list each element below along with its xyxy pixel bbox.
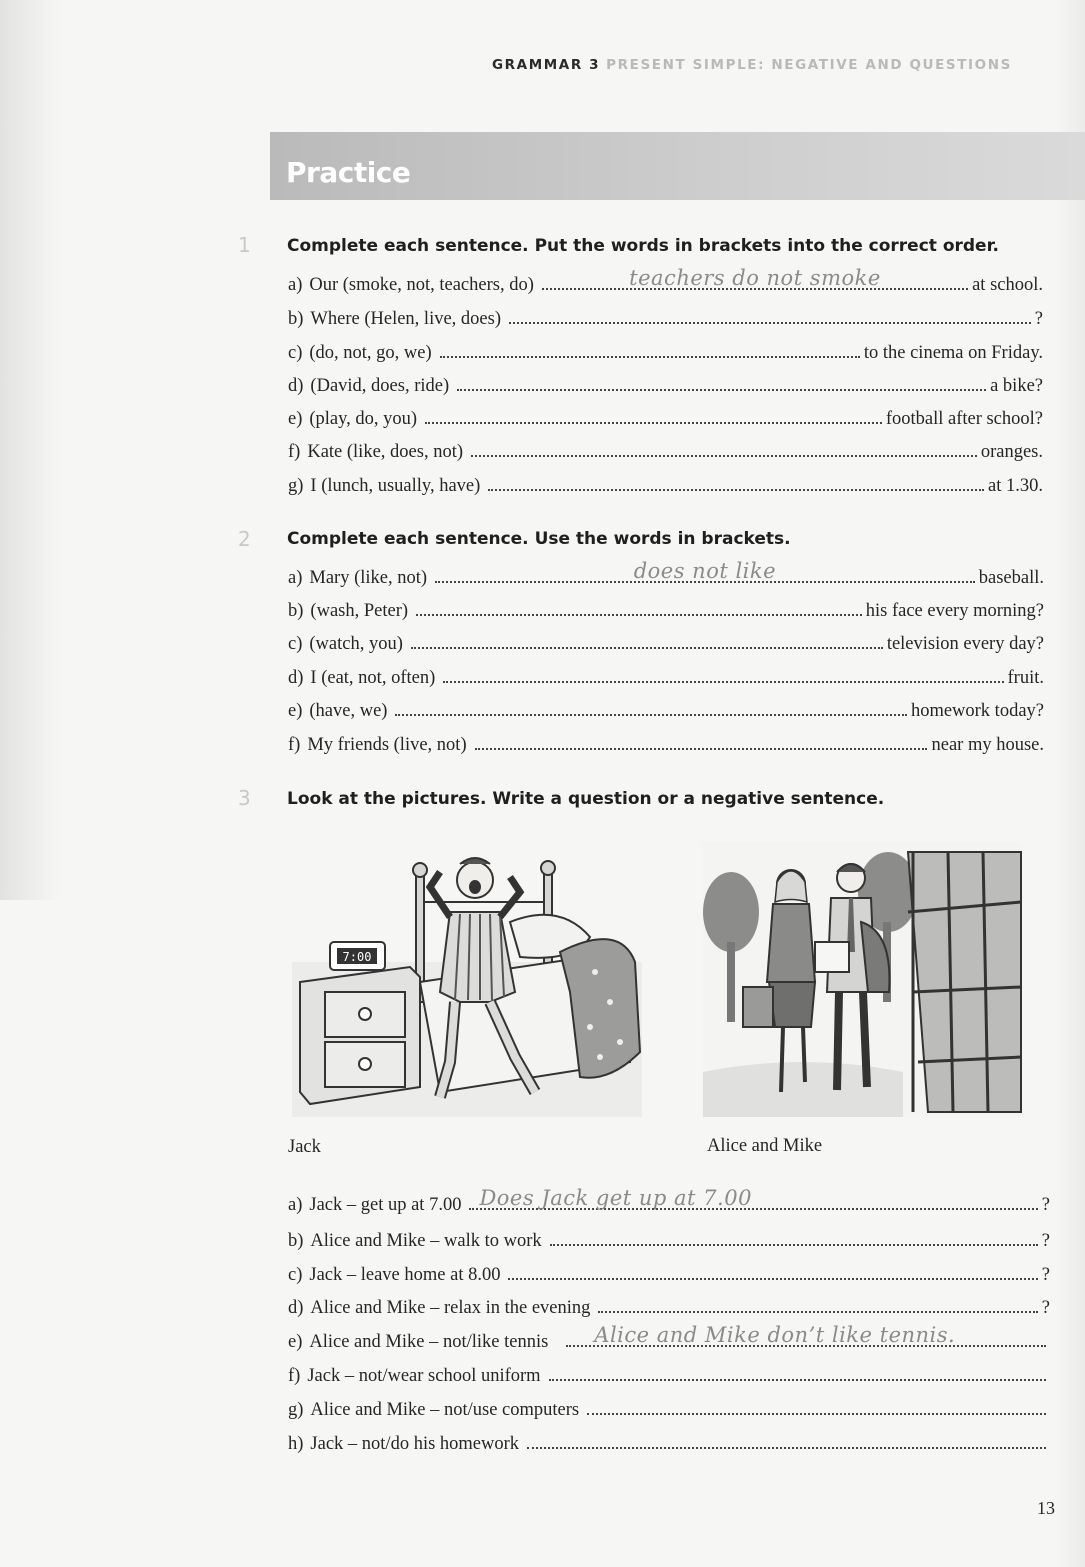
exercise-2-item-a: [288, 559, 1044, 588]
answer-line[interactable]: [425, 402, 882, 424]
item-prompt: Kate (like, does, not): [307, 442, 463, 462]
man-yawning-on-bed-illustration: [290, 842, 650, 1122]
page-shadow-right: [1055, 0, 1085, 1567]
item-prompt: (watch, you): [309, 634, 403, 654]
item-ending: oranges.: [980, 442, 1043, 462]
item-label: d): [288, 668, 304, 688]
exercise-2-item-f: [288, 728, 1044, 755]
exercise-1-item-b: [288, 302, 1043, 329]
exercise-1-item-g: [288, 469, 1043, 496]
answer-line[interactable]: [416, 594, 862, 616]
answer-line[interactable]: [550, 1224, 1038, 1246]
item-label: d): [288, 376, 304, 396]
page-number: 13: [1037, 1498, 1055, 1518]
item-ending: near my house.: [931, 735, 1044, 755]
exercise-3-item-f: [288, 1359, 1050, 1386]
item-label: e): [288, 1332, 303, 1352]
handwritten-answer: Alice and Mike don’t like tennis.: [594, 1323, 956, 1347]
item-label: f): [288, 1366, 301, 1386]
handwritten-answer: does not like: [633, 559, 777, 583]
running-head-chapter: GRAMMAR 3: [492, 57, 601, 73]
exercise-2-number: 2: [238, 527, 251, 551]
item-prompt: Alice and Mike – relax in the evening: [310, 1298, 591, 1318]
item-ending: ?: [1034, 309, 1043, 329]
item-ending: to the cinema on Friday.: [863, 343, 1043, 363]
item-label: d): [288, 1298, 304, 1318]
item-prompt: Our (smoke, not, teachers, do): [309, 275, 534, 295]
answer-line[interactable]: [395, 694, 906, 716]
answer-line[interactable]: [598, 1291, 1037, 1313]
answer-line[interactable]: [566, 1325, 1046, 1347]
exercise-2-item-b: [288, 594, 1044, 621]
exercise-3-item-d: [288, 1291, 1050, 1318]
couple-walking-to-office-illustration: [703, 842, 1023, 1122]
item-ending: ?: [1041, 1195, 1050, 1215]
exercise-3-item-c: [288, 1258, 1050, 1285]
answer-line[interactable]: [440, 336, 860, 358]
exercise-1-item-a: [288, 266, 1043, 295]
exercise-3-item-g: [288, 1393, 1050, 1420]
handwritten-answer: Does Jack get up at 7.00: [479, 1186, 752, 1210]
exercise-2-item-e: [288, 694, 1044, 721]
item-prompt: Alice and Mike – walk to work: [310, 1231, 542, 1251]
item-ending: his face every morning?: [865, 601, 1044, 621]
answer-line[interactable]: [471, 435, 977, 457]
item-ending: a bike?: [990, 376, 1043, 396]
answer-line[interactable]: [527, 1427, 1046, 1449]
answer-line[interactable]: [508, 1258, 1037, 1280]
exercise-2-item-d: [288, 661, 1044, 688]
item-prompt: (play, do, you): [309, 409, 418, 429]
picture-caption-jack: Jack: [288, 1137, 321, 1157]
item-label: b): [288, 309, 304, 329]
item-prompt: Jack – get up at 7.00: [309, 1195, 462, 1215]
answer-line[interactable]: [457, 369, 986, 391]
exercise-3-item-e: [288, 1323, 1050, 1352]
exercise-3-item-b: [288, 1224, 1050, 1251]
practice-banner: [270, 132, 1085, 200]
exercise-3-item-a: [288, 1186, 1050, 1215]
answer-line[interactable]: [542, 268, 968, 290]
handwritten-answer: teachers do not smoke: [629, 266, 881, 290]
item-prompt: (wash, Peter): [310, 601, 409, 621]
running-head: [492, 57, 1012, 73]
item-label: a): [288, 568, 303, 588]
item-prompt: Jack – not/wear school uniform: [307, 1366, 541, 1386]
answer-line[interactable]: [488, 469, 984, 491]
answer-line[interactable]: [443, 661, 1003, 683]
item-ending: television every day?: [886, 634, 1044, 654]
item-prompt: Mary (like, not): [309, 568, 428, 588]
item-label: e): [288, 409, 303, 429]
item-prompt: My friends (live, not): [307, 735, 467, 755]
item-ending: ?: [1041, 1298, 1050, 1318]
answer-line[interactable]: [435, 561, 975, 583]
item-label: b): [288, 601, 304, 621]
item-prompt: Alice and Mike – not/use computers: [310, 1400, 580, 1420]
answer-line[interactable]: [587, 1393, 1046, 1415]
item-prompt: (have, we): [309, 701, 388, 721]
answer-line[interactable]: [411, 627, 883, 649]
item-prompt: (do, not, go, we): [309, 343, 432, 363]
item-ending: baseball.: [978, 568, 1044, 588]
exercise-2-item-c: [288, 627, 1044, 654]
exercise-1-item-f: [288, 435, 1043, 462]
exercise-1-number: 1: [238, 233, 251, 257]
running-head-topic: PRESENT SIMPLE: NEGATIVE AND QUESTIONS: [606, 57, 1012, 73]
item-ending: ?: [1041, 1265, 1050, 1285]
exercise-1-item-e: [288, 402, 1043, 429]
exercise-3-number: 3: [238, 786, 251, 810]
exercise-2-instruction: Complete each sentence. Use the words in brackets.: [287, 529, 791, 549]
item-prompt: I (lunch, usually, have): [310, 476, 481, 496]
item-label: e): [288, 701, 303, 721]
answer-line[interactable]: [475, 728, 928, 750]
item-label: b): [288, 1231, 304, 1251]
picture-caption-alice-mike: Alice and Mike: [707, 1136, 823, 1156]
svg-text:7:00: 7:00: [342, 950, 372, 964]
practice-title: Practice: [286, 156, 411, 189]
answer-line[interactable]: [469, 1188, 1037, 1210]
exercise-3-item-h: [288, 1427, 1050, 1454]
item-label: c): [288, 1265, 303, 1285]
answer-line[interactable]: [509, 302, 1031, 324]
item-label: a): [288, 275, 303, 295]
item-ending: homework today?: [910, 701, 1044, 721]
item-label: c): [288, 343, 303, 363]
answer-line[interactable]: [549, 1359, 1046, 1381]
item-label: h): [288, 1434, 304, 1454]
item-prompt: Jack – leave home at 8.00: [309, 1265, 501, 1285]
page-shadow-left: [0, 0, 60, 900]
exercise-3-instruction: Look at the pictures. Write a question or a negative sentence.: [287, 789, 885, 809]
item-prompt: Alice and Mike – not/like tennis: [309, 1332, 549, 1352]
exercise-1-instruction: Complete each sentence. Put the words in brackets into the correct order.: [287, 236, 999, 256]
item-ending: at 1.30.: [988, 476, 1043, 496]
item-prompt: Where (Helen, live, does): [310, 309, 501, 329]
item-ending: fruit.: [1007, 668, 1044, 688]
exercise-1-item-d: [288, 369, 1043, 396]
item-label: f): [288, 735, 301, 755]
item-prompt: Jack – not/do his homework: [310, 1434, 520, 1454]
item-ending: football after school?: [885, 409, 1043, 429]
item-prompt: (David, does, ride): [310, 376, 450, 396]
item-label: f): [288, 442, 301, 462]
item-prompt: I (eat, not, often): [310, 668, 436, 688]
item-label: g): [288, 476, 304, 496]
item-ending: at school.: [972, 275, 1043, 295]
exercise-1-item-c: [288, 336, 1043, 363]
item-ending: ?: [1041, 1231, 1050, 1251]
item-label: c): [288, 634, 303, 654]
item-label: a): [288, 1195, 303, 1215]
item-label: g): [288, 1400, 304, 1420]
